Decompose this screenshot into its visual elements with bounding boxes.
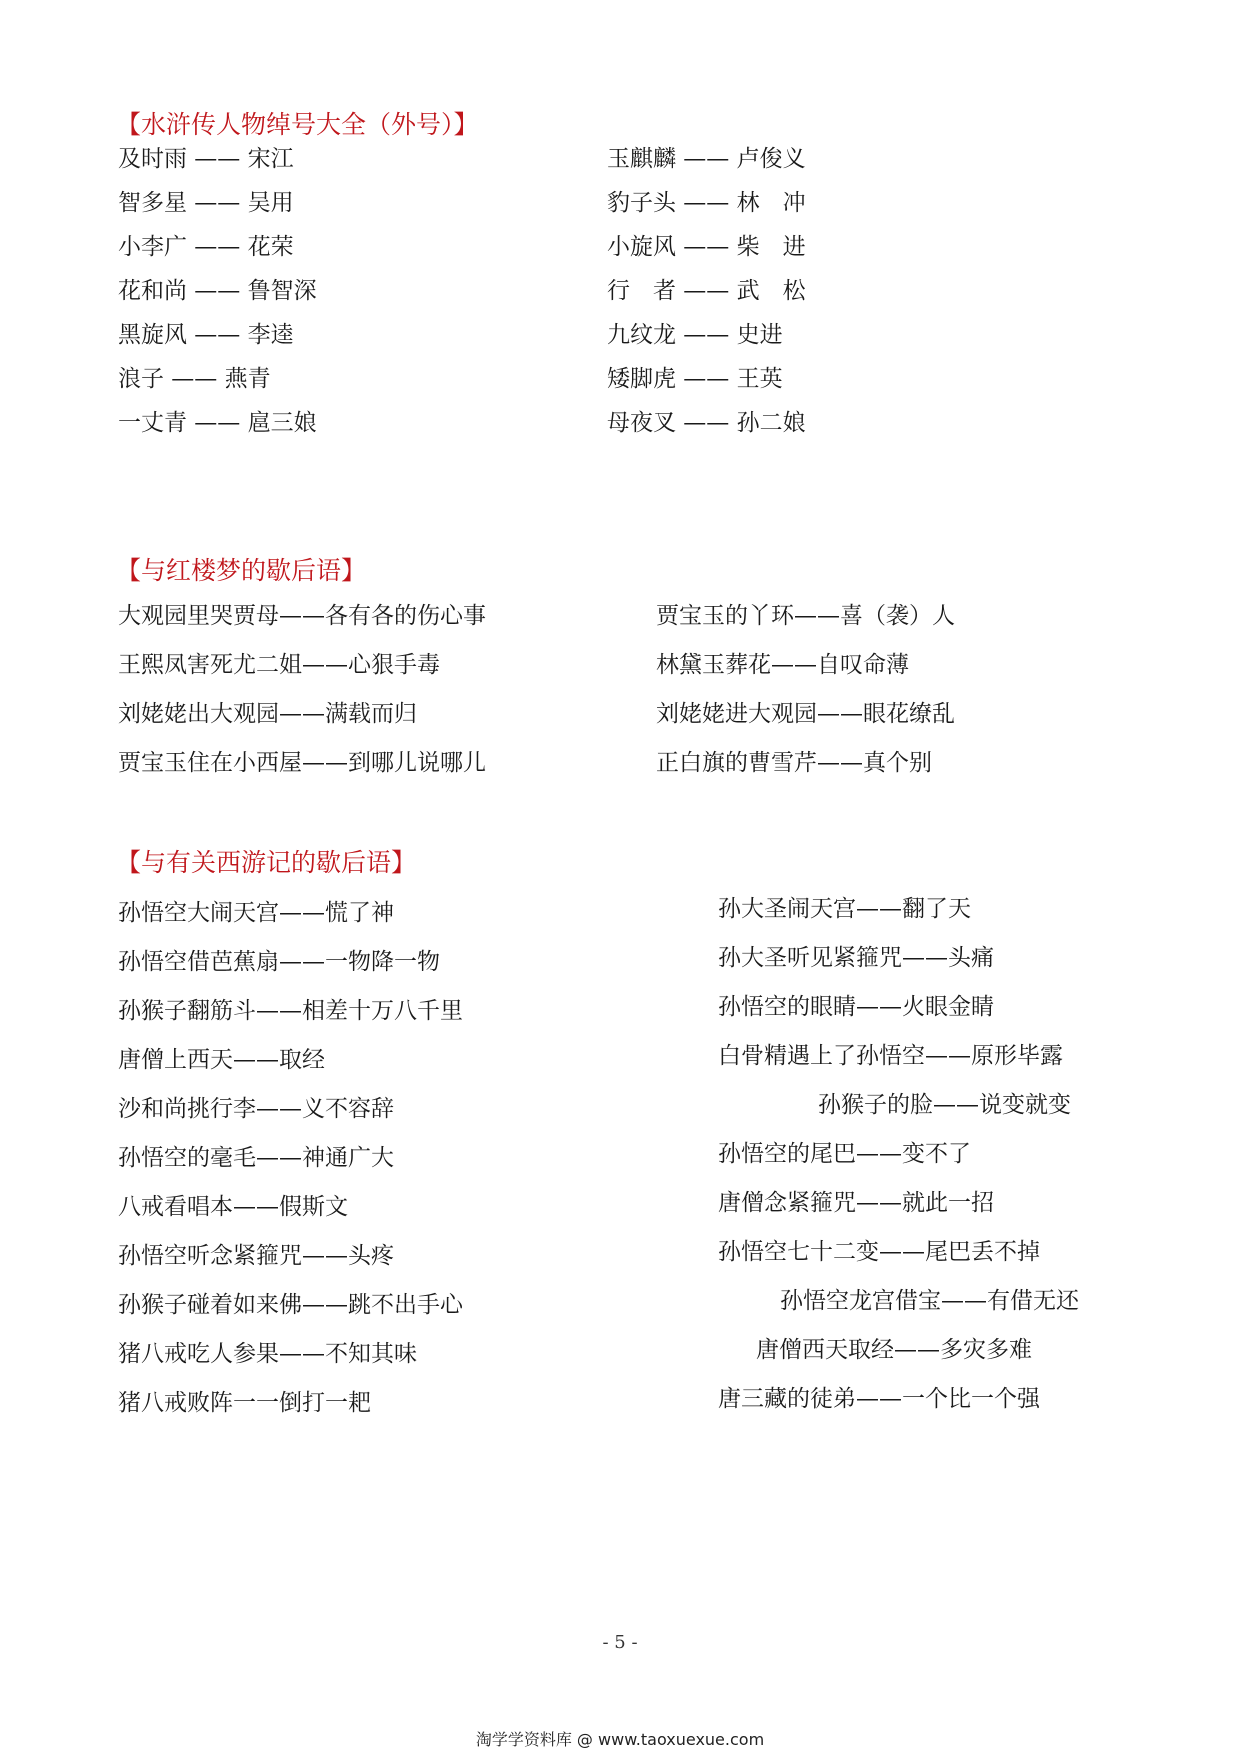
xiyou-left-item: 孙悟空大闹天宫——慌了神 [118,900,394,926]
xiyou-right-item: 白骨精遇上了孙悟空——原形毕露 [718,1043,1063,1069]
xiyou-left-item: 猪八戒败阵一一倒打一耙 [118,1390,371,1416]
section-heading-shuihu: 【水浒传人物绰号大全（外号）】 [116,110,479,139]
honglou-left-item: 刘姥姥出大观园——满载而归 [118,701,417,727]
shuihu-right-item: 九纹龙 —— 史进 [607,322,783,348]
xiyou-right-item: 孙悟空七十二变——尾巴丢不掉 [718,1239,1040,1265]
xiyou-left-item: 唐僧上西天——取经 [118,1047,325,1073]
shuihu-right-item: 豹子头 —— 林 冲 [607,190,806,216]
page-number: - 5 - [602,1632,638,1653]
xiyou-right-item: 孙大圣闹天宫——翻了天 [718,896,971,922]
shuihu-right-item: 小旋风 —— 柴 进 [607,234,806,260]
shuihu-left-item: 花和尚 —— 鲁智深 [118,278,317,304]
honglou-right-item: 林黛玉葬花——自叹命薄 [656,652,909,678]
honglou-left-item: 大观园里哭贾母——各有各的伤心事 [118,603,486,629]
xiyou-left-item: 孙悟空听念紧箍咒——头疼 [118,1243,394,1269]
shuihu-left-item: 黑旋风 —— 李逵 [118,322,294,348]
xiyou-right-item: 孙猴子的脸——说变就变 [818,1092,1071,1118]
shuihu-right-item: 母夜叉 —— 孙二娘 [607,410,806,436]
xiyou-left-item: 八戒看唱本——假斯文 [118,1194,348,1220]
xiyou-left-item: 孙悟空的毫毛——神通广大 [118,1145,394,1171]
xiyou-right-item: 唐三藏的徒弟——一个比一个强 [718,1386,1040,1412]
xiyou-right-item: 孙大圣听见紧箍咒——头痛 [718,945,994,971]
xiyou-left-item: 孙猴子碰着如来佛——跳不出手心 [118,1292,463,1318]
xiyou-left-item: 孙悟空借芭蕉扇——一物降一物 [118,949,440,975]
shuihu-left-item: 智多星 —— 吴用 [118,190,294,216]
xiyou-left-item: 孙猴子翻筋斗——相差十万八千里 [118,998,463,1024]
xiyou-right-item: 孙悟空的眼睛——火眼金睛 [718,994,994,1020]
honglou-right-item: 贾宝玉的丫环——喜（袭）人 [656,603,955,629]
xiyou-right-item: 唐僧念紧箍咒——就此一招 [718,1190,994,1216]
shuihu-left-item: 及时雨 —— 宋江 [118,146,294,172]
shuihu-left-item: 一丈青 —— 扈三娘 [118,410,317,436]
section-heading-honglou: 【与红楼梦的歇后语】 [116,556,367,585]
shuihu-left-item: 浪子 —— 燕青 [118,366,271,392]
shuihu-right-item: 行 者 —— 武 松 [607,278,806,304]
honglou-left-item: 贾宝玉住在小西屋——到哪儿说哪儿 [118,750,486,776]
shuihu-right-item: 矮脚虎 —— 王英 [607,366,783,392]
xiyou-right-item: 孙悟空龙宫借宝——有借无还 [780,1288,1079,1314]
xiyou-left-item: 猪八戒吃人参果——不知其味 [118,1341,417,1367]
shuihu-right-item: 玉麒麟 —— 卢俊义 [607,146,806,172]
honglou-right-item: 正白旗的曹雪芹——真个别 [656,750,932,776]
honglou-left-item: 王熙凤害死尤二姐——心狠手毒 [118,652,440,678]
xiyou-right-item: 唐僧西天取经——多灾多难 [756,1337,1032,1363]
section-heading-xiyou: 【与有关西游记的歇后语】 [116,848,417,877]
honglou-right-item: 刘姥姥进大观园——眼花缭乱 [656,701,955,727]
footer-watermark: 淘学学资料库 @ www.taoxuexue.com [475,1730,765,1749]
shuihu-left-item: 小李广 —— 花荣 [118,234,294,260]
xiyou-right-item: 孙悟空的尾巴——变不了 [718,1141,971,1167]
xiyou-left-item: 沙和尚挑行李——义不容辞 [118,1096,394,1122]
